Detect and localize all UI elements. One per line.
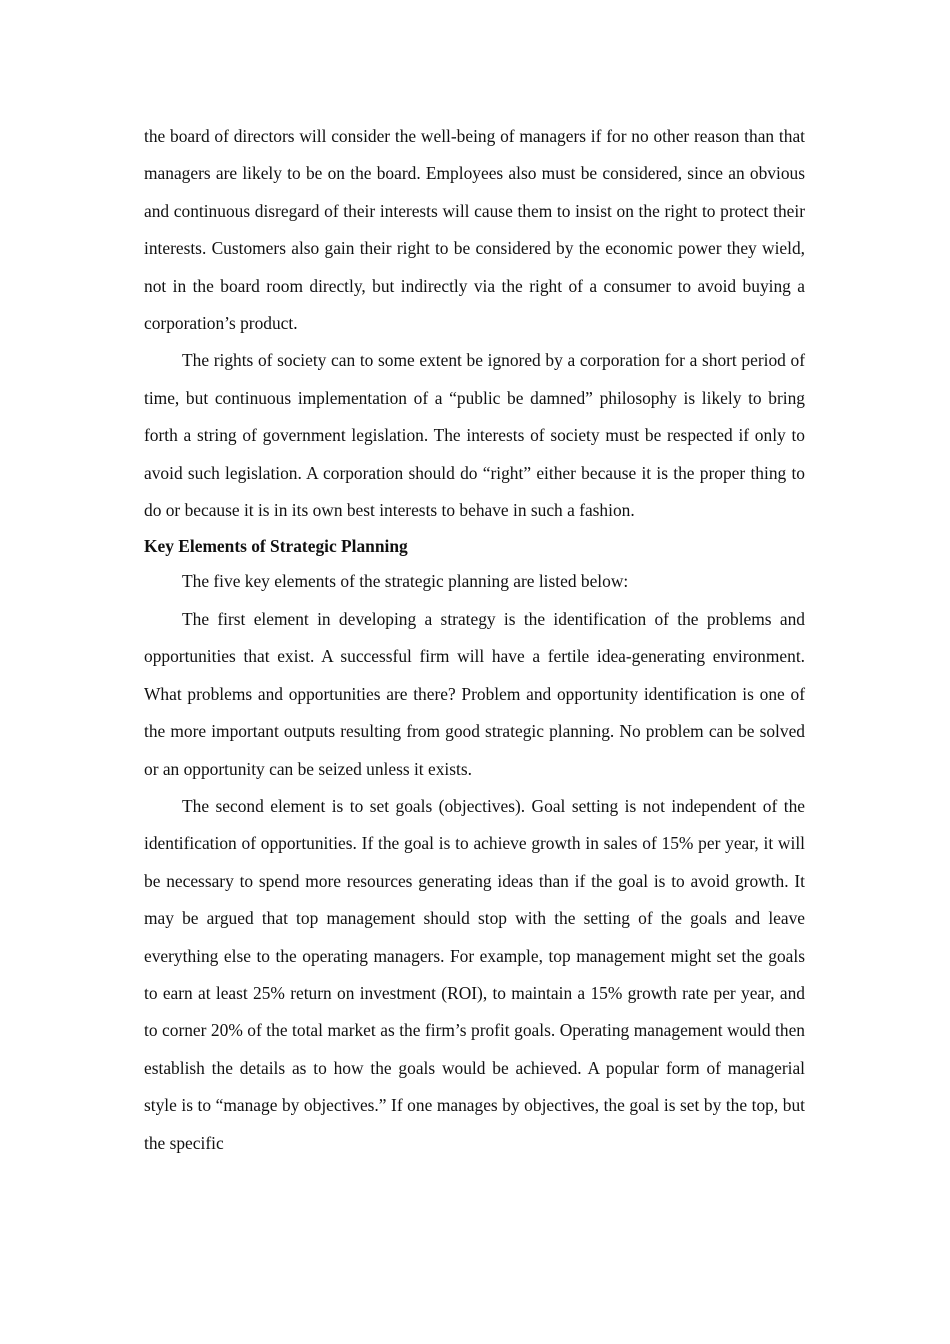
paragraph-continued: the board of directors will consider the well-being of managers if for no other reason than that managers are likely to be on the board. Employees also must be considered, since an obvious and continuous disregard of their interests will cause them to insist on the right to protect their interests. Customers also gain their right to be considered by the economic power they wield, not in the board room directly, but indirectly via the right of a consumer to avoid buying a corporation’s product. <box>144 126 805 334</box>
section-heading: Key Elements of Strategic Planning <box>144 536 408 557</box>
document-page <box>144 118 805 1162</box>
paragraph-intro-elements: The five key elements of the strategic planning are listed below: <box>182 571 629 592</box>
paragraph-second-element: The second element is to set goals (objectives). Goal setting is not independent of the identification of opportunities. If the goal is to achieve growth in sales of 15% per year, it will be necessary to spend more resources generating ideas than if the goal is to avoid growth. It may be argued that top management should stop with the setting of the goals and leave everything else to the operating managers. For example, top management might set the goals to earn at least 25% return on investment (ROI), to maintain a 15% growth rate per year, and to corner 20% of the total market as the firm’s profit goals. Operating management would then establish the details as to how the goals would be achieved. A popular form of managerial style is to “manage by objectives.” If one manages by objectives, the goal is set by the top, but the specific <box>144 795 805 1153</box>
paragraph-first-element: The first element in developing a strategy is the identification of the problems and opportunities that exist. A successful firm will have a fertile idea-generating environment. What problems and opportunities are there? Problem and opportunity identification is one of the more important outputs resulting from good strategic planning. No problem can be solved or an opportunity can be seized unless it exists. <box>144 608 805 779</box>
paragraph-rights-of-society: The rights of society can to some extent be ignored by a corporation for a short period of time, but continuous implementation of a “public be damned” philosophy is likely to bring forth a string of government legislation. The interests of society must be respected if only to avoid such legislation. A corporation should do “right” either because it is the proper thing to do or because it is in its own best interests to behave in such a fashion. <box>144 350 805 521</box>
